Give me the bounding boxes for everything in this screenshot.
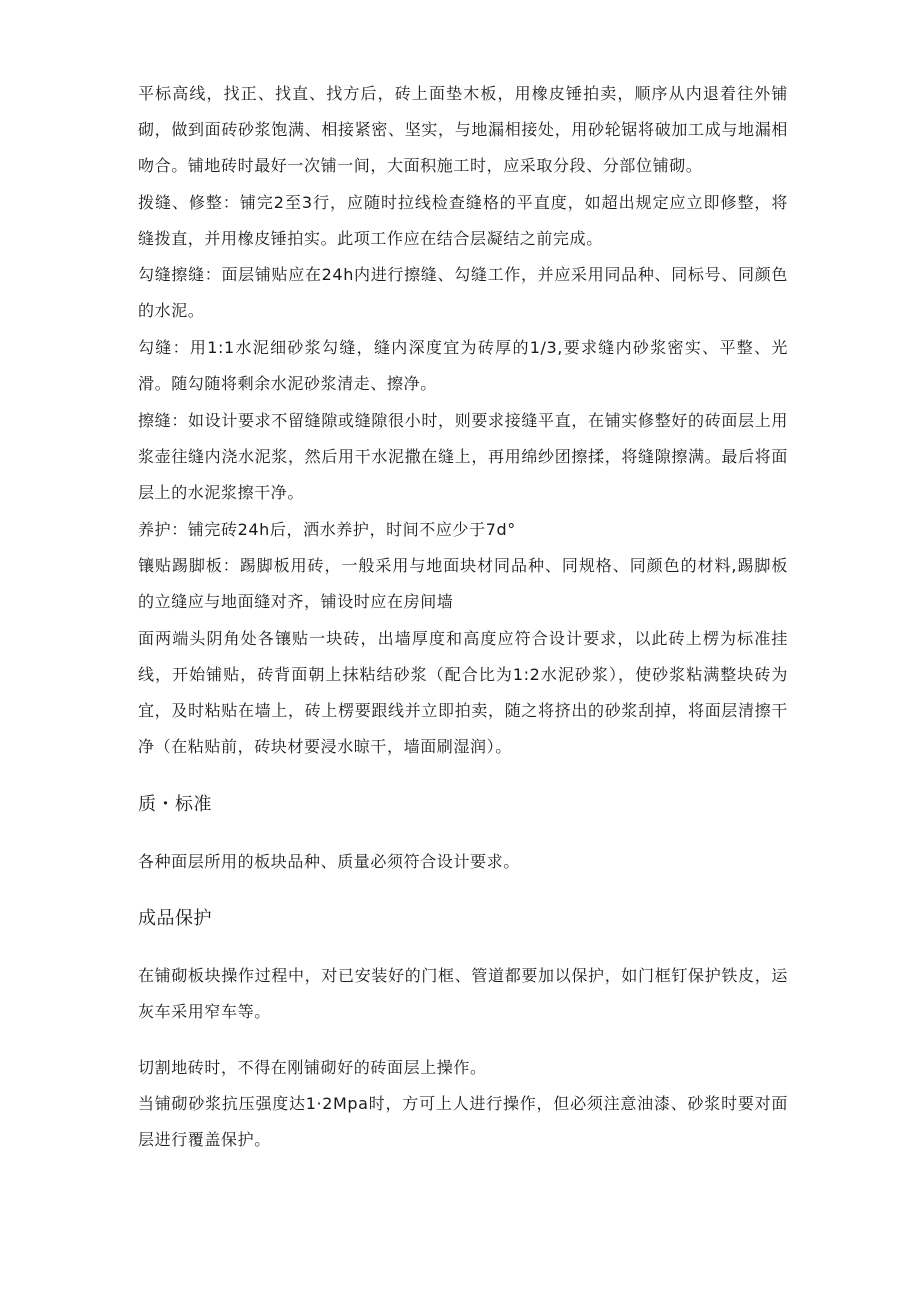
paragraph-wiping-joints: 擦缝：如设计要求不留缝隙或缝隙很小时，则要求接缝平直，在铺实修整好的砖面层上用浆壶往缝内浇水泥浆，然后用干水泥撒在缝上，再用绵纱团擦揉，将缝隙擦满。最后将面层上的水泥浆擦干净。 [138, 411, 788, 502]
paragraph-joint-pointing: 勾缝擦缝：面层铺贴应在24h内进行擦缝、勾缝工作，并应采用同品种、同标号、同颜色的水泥。 [138, 265, 788, 320]
paragraph-strength: 当铺砌砂浆抗压强度达1·2Mpa时，方可上人进行操作，但必须注意油漆、砂浆时要对面层进行覆盖保护。 [138, 1094, 788, 1149]
heading-product-protection: 成品保护 [138, 908, 212, 929]
paragraph-skirting: 镶贴踢脚板：踢脚板用砖，一般采用与地面块材同品种、同规格、同颜色的材料,踢脚板的立缝应与地面缝对齐，铺设时应在房间墙 [138, 556, 788, 611]
paragraph-pointing: 勾缝：用1:1水泥细砂浆勾缝，缝内深度宜为砖厚的1/3,要求缝内砂浆密实、平整、光滑。随勾随将剩余水泥砂浆清走、擦净。 [138, 338, 788, 393]
paragraph-curing: 养护：铺完砖24h后，洒水养护，时间不应少于7d° [138, 520, 516, 539]
paragraph-joint-adjust: 拨缝、修整：铺完2至3行，应随时拉线检查缝格的平直度，如超出规定应立即修整，将缝拨直，并用橡皮锤拍实。此项工作应在结合层凝结之前完成。 [138, 193, 788, 248]
paragraph-tile-laying: 平标高线，找正、找直、找方后，砖上面垫木板，用橡皮锤拍卖，顺序从内退着往外铺砌，做到面砖砂浆饱满、相接紧密、坚实，与地漏相接处，用砂轮锯将破加工成与地漏相吻合。铺地砖时最好一次铺一间，大面积施工时，应采取分段、分部位铺砌。 [138, 84, 788, 175]
paragraph-protection: 在铺砌板块操作过程中，对已安装好的门框、管道都要加以保护，如门框钉保护铁皮，运灰车采用窄车等。 [138, 966, 788, 1021]
heading-quality-standard: 质・标准 [138, 794, 212, 815]
paragraph-quality: 各种面层所用的板块品种、质量必须符合设计要求。 [138, 852, 520, 871]
paragraph-cutting: 切割地砖时，不得在刚铺砌好的砖面层上操作。 [138, 1058, 487, 1077]
paragraph-skirting-continued: 面两端头阴角处各镶贴一块砖，出墙厚度和高度应符合设计要求，以此砖上楞为标准挂线，开始铺贴，砖背面朝上抹粘结砂浆（配合比为1:2水泥砂浆），使砂浆粘满整块砖为宜，及时粘贴在墙上，砖上楞要跟线并立即拍卖，随之将挤出的砂浆刮掉，将面层清擦干净（在粘贴前，砖块材要浸水晾干，墙面刷湿润）。 [138, 629, 788, 756]
